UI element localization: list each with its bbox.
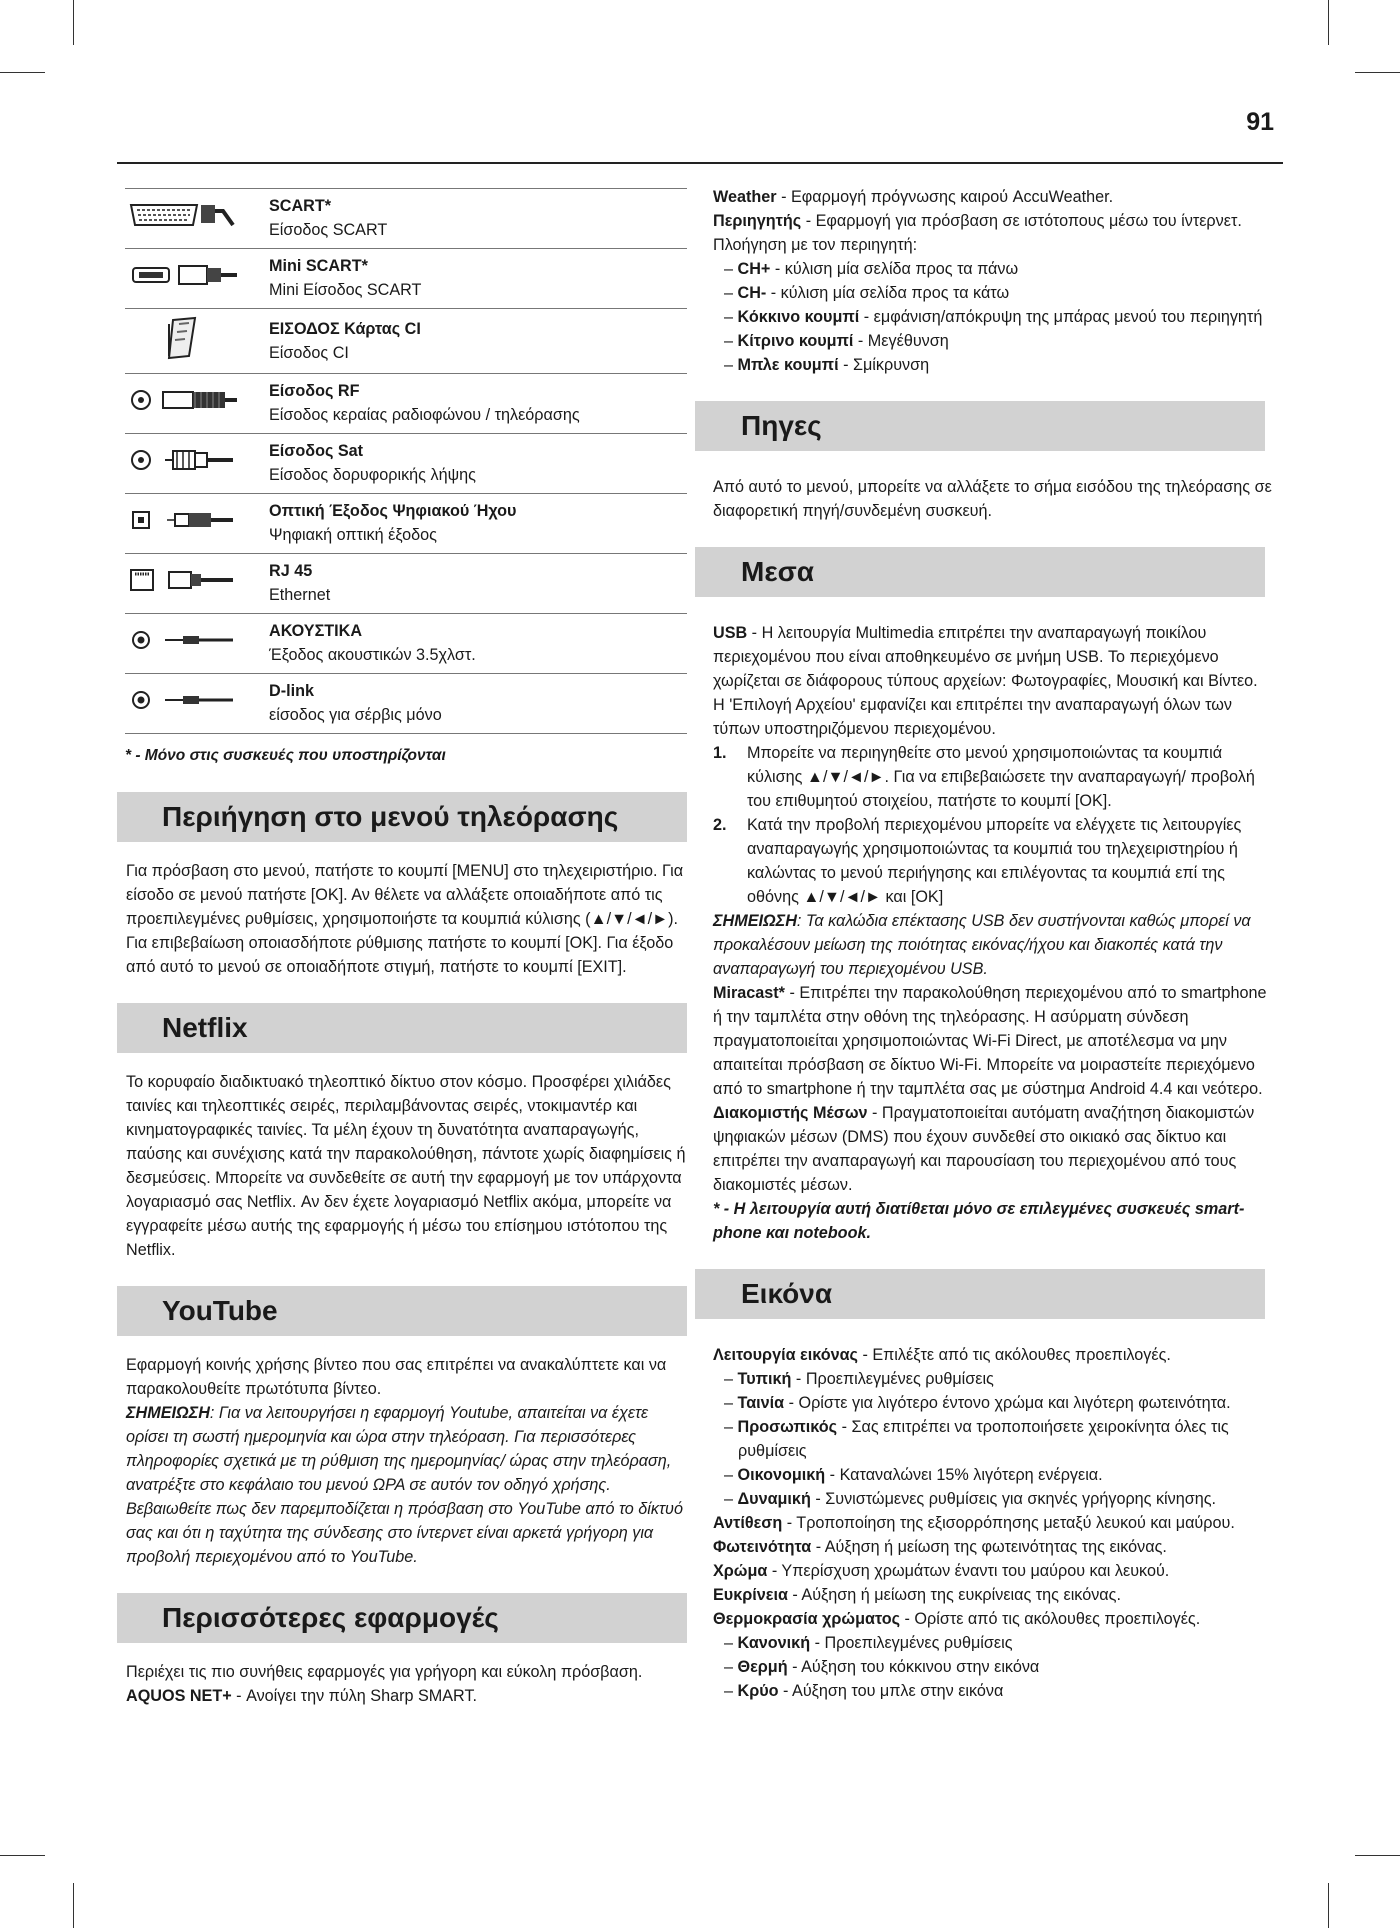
dms-label: Διακομιστής Μέσων [713, 1104, 868, 1122]
picture-section-heading: Εικόνα [695, 1269, 1265, 1319]
picture-mode-item [704, 1463, 1274, 1487]
media-step-number: 1. [713, 744, 727, 762]
media-note-text: : Τα καλώδια επέκτασης USB δεν συστήνονται καθώς μπορεί να προκαλέσουν μείωση της ποιότητας εικόνας/ήχου και διακοπές κατά την αναπαραγωγή του περιεχομένου USB. [713, 912, 1251, 978]
browser-label: Περιηγητής [713, 212, 802, 230]
weather-text: - Εφαρμογή πρόγνωσης καιρού AccuWeather. [776, 188, 1114, 206]
picture-setting-text: - Υπερίσχυση χρωμάτων έναντι του μαύρου και λευκού. [767, 1562, 1170, 1580]
connector-row [125, 614, 687, 674]
connector-desc: Είσοδος δορυφορικής λήψης [269, 466, 476, 484]
media-step-text: Μπορείτε να περιηγηθείτε στο μενού χρησιμοποιώντας τα κουμπιά κύλισης ▲/▼/◄/►. Για να επιβεβαιώσετε την αναπαραγωγή/ προβολή του επιθυμητού στοιχείου, πατήστε το κουμπί [OK]. [747, 744, 1255, 810]
connector-table [125, 188, 687, 734]
connector-row [125, 494, 687, 554]
connector-title: D-link [269, 682, 314, 700]
mini-scart-connector-icon [125, 249, 269, 309]
picture-setting-label: Ευκρίνεια [713, 1586, 788, 1604]
connector-text [269, 249, 687, 309]
connector-text [269, 554, 687, 614]
crop-mark [0, 72, 45, 73]
connector-title: ΕΙΣΟΔΟΣ Κάρτας CI [269, 319, 421, 338]
browser-nav-item [704, 281, 1274, 305]
scart-connector-icon [125, 189, 269, 249]
dms-line [704, 1101, 1274, 1197]
crop-mark [1355, 72, 1400, 73]
picture-mode-line [704, 1343, 1274, 1367]
connector-desc: είσοδος για σέρβις μόνο [269, 706, 442, 724]
youtube-section-text: Εφαρμογή κοινής χρήσης βίντεο που σας επιτρέπει να ανακαλύπτετε και να παρακολουθείτε πρωτότυπα βίντεο. [126, 1356, 667, 1398]
picture-setting [704, 1511, 1274, 1535]
picture-modes-list [704, 1367, 1274, 1511]
miracast-line [704, 981, 1274, 1101]
picture-setting-text: - Αύξηση ή μείωση της ευκρίνειας της εικόνας. [787, 1586, 1121, 1604]
media-step [704, 741, 1274, 813]
picture-mode-item-label: Δυναμική [737, 1490, 811, 1508]
usb-text: - Η λειτουργία Multimedia επιτρέπει την αναπαραγωγή ποικίλου περιεχομένου που είναι αποθηκευμένο σε μνήμη USB. Το περιεχόμενο χωρίζεται σε διάφορους τύπους αρχείων: Φωτογραφίες, Μουσική και Βίντεο. [713, 624, 1258, 690]
browser-nav-item [704, 353, 1274, 377]
crop-mark [1355, 1855, 1400, 1856]
browser-text: - Εφαρμογή για πρόσβαση σε ιστότοπους μέσω του ίντερνετ. Πλοήγηση με τον περιηγητή: [713, 212, 1242, 254]
browser-nav-item [704, 305, 1274, 329]
crop-mark [1328, 1883, 1329, 1928]
picture-mode-item-label: Οικονομική [737, 1466, 826, 1484]
picture-mode-item-label: Τυπική [737, 1370, 792, 1388]
header-rule [117, 162, 1283, 164]
color-temp-item-label: Κρύο [737, 1682, 779, 1700]
picture-mode-item-text: - Καταναλώνει 15% λιγότερη ενέργεια. [825, 1466, 1103, 1484]
more-apps-section-heading: Περισσότερες εφαρμογές [117, 1593, 687, 1643]
picture-setting [704, 1559, 1274, 1583]
media-footnote: * - Η λειτουργία αυτή διατίθεται μόνο σε επιλεγμένες συσκευές smart-phone και notebook. [713, 1200, 1245, 1242]
connectors-note: * - Μόνο στις συσκευές που υποστηρίζονται [125, 747, 446, 764]
picture-settings [704, 1511, 1274, 1631]
color-temp-item-text: - Αύξηση του μπλε στην εικόνα [778, 1682, 1004, 1700]
media-step-text: Κατά την προβολή περιεχομένου μπορείτε να ελέγχετε τις λειτουργίες αναπαραγωγής χρησιμοποιώντας τα κουμπιά του τηλεχειριστηρίου ή καλώντας το μενού περιήγησης και επιλέγοντας τα κουμπιά επί της οθόνης ▲/▼/◄/► και [OK] [747, 816, 1242, 906]
browser-nav-item [704, 257, 1274, 281]
connector-text [269, 614, 687, 674]
connector-desc: Έξοδος ακουστικών 3.5χλστ. [269, 646, 476, 664]
connector-title: SCART* [269, 197, 332, 215]
aquos-net-line [117, 1684, 687, 1708]
media-section-heading: Μεσα [695, 547, 1265, 597]
browser-list [704, 257, 1274, 377]
browser-nav-item-text: - εμφάνιση/απόκρυψη της μπάρας μενού του περιηγητή [859, 308, 1263, 326]
color-temp-item [704, 1679, 1274, 1703]
netflix-section-heading: Netflix [117, 1003, 687, 1053]
connector-row [125, 189, 687, 249]
youtube-note-text: : Για να λειτουργήσει η εφαρμογή Youtube, απαιτείται να έχετε ορίσει τη σωστή ημερομηνία και ώρα στην τηλεόραση. Για περισσότερες πληροφορίες σχετικά με τη ρύθμιση της ημερομηνίας/ ώρας στην τηλεόραση, ανατρέξτε στο κεφάλαιο του μενού ΩΡΑ σε αυτόν τον οδηγό χρήσης. Βεβαιωθείτε πως δεν παρεμποδίζεται η πρόσβαση στο YouTube από το δίκτυό σας και ότι η ταχύτητα της σύνδεσης στο ίντερνετ είναι αρκετά γρήγορη για προβολή περιεχομένου από το YouTube. [126, 1404, 683, 1566]
headphone-jack-icon [125, 614, 269, 674]
color-temp-item-label: Θερμή [737, 1658, 788, 1676]
picture-mode-item [704, 1487, 1274, 1511]
picture-setting-label: Θερμοκρασία χρώματος [713, 1610, 901, 1628]
connector-desc: Είσοδος CI [269, 343, 349, 362]
browser-nav-item-text: - κύλιση μία σελίδα προς τα κάτω [766, 284, 1010, 302]
crop-mark [0, 1855, 45, 1856]
color-temp-item [704, 1631, 1274, 1655]
connector-title: Οπτική Έξοδος Ψηφιακού Ήχου [269, 502, 517, 520]
connector-text [269, 189, 687, 249]
browser-nav-item-text: - κύλιση μία σελίδα προς τα πάνω [770, 260, 1019, 278]
connector-text [269, 309, 687, 374]
file-option-text: Η 'Επιλογή Αρχείου' εμφανίζει και επιτρέπει την αναπαραγωγή όλων των τύπων υποστηριζόμενου περιεχομένου. [713, 696, 1232, 738]
picture-setting [704, 1583, 1274, 1607]
youtube-note [117, 1401, 687, 1569]
connector-row [125, 309, 687, 374]
connector-text [269, 494, 687, 554]
connector-title: Είσοδος RF [269, 382, 360, 400]
browser-nav-item-label: Μπλε κουμπί [737, 356, 839, 374]
youtube-note-label: ΣΗΜΕΙΩΣΗ [126, 1404, 210, 1422]
optical-connector-icon [125, 494, 269, 554]
media-steps [704, 741, 1274, 909]
browser-nav-item-label: CH- [737, 284, 767, 302]
crop-mark [73, 1883, 74, 1928]
more-apps-section-text: Περιέχει τις πιο συνήθεις εφαρμογές για γρήγορη και εύκολη πρόσβαση. [126, 1663, 643, 1681]
sources-section-text: Από αυτό το μενού, μπορείτε να αλλάξετε το σήμα εισόδου της τηλεόρασης σε διαφορετική πηγή/συνδεμένη συσκευή. [713, 478, 1272, 520]
color-temp-item-text: - Προεπιλεγμένες ρυθμίσεις [810, 1634, 1013, 1652]
browser-nav-item-label: CH+ [737, 260, 771, 278]
ci-card-icon [125, 309, 269, 374]
browser-nav-item-text: - Σμίκρυνση [838, 356, 930, 374]
picture-mode-item-text: - Σας επιτρέπει να τροποποιήσετε χειροκίνητα όλες τις ρυθμίσεις [738, 1418, 1229, 1460]
dlink-jack-icon [125, 674, 269, 734]
connector-title: Mini SCART* [269, 257, 368, 275]
connector-desc: Mini Είσοδος SCART [269, 281, 422, 299]
connector-title: RJ 45 [269, 562, 313, 580]
dms-text: - Πραγματοποιείται αυτόματη αναζήτηση διακομιστών ψηφιακών μέσων (DMS) που έχουν συνδεθεί στο οικιακό σας δίκτυο και επιτρέπει την αναπαραγωγή και παρουσίαση του περιεχομένου από τους διακομιστές μέσων. [713, 1104, 1255, 1194]
youtube-section-heading: YouTube [117, 1286, 687, 1336]
weather-line [704, 185, 1274, 209]
media-note-label: ΣΗΜΕΙΩΣΗ [713, 912, 797, 930]
connector-title: Είσοδος Sat [269, 442, 364, 460]
connector-desc: Ethernet [269, 586, 331, 604]
rj45-connector-icon [125, 554, 269, 614]
connector-row [125, 249, 687, 309]
picture-setting-label: Φωτεινότητα [713, 1538, 812, 1556]
browser-nav-item-label: Κίτρινο κουμπί [737, 332, 854, 350]
picture-mode-item [704, 1367, 1274, 1391]
media-step [704, 813, 1274, 909]
connector-desc: Είσοδος κεραίας ραδιοφώνου / τηλεόρασης [269, 406, 580, 424]
sources-section-heading: Πηγες [695, 401, 1265, 451]
browser-nav-item-text: - Μεγέθυνση [853, 332, 949, 350]
crop-mark [1328, 0, 1329, 45]
connector-text [269, 674, 687, 734]
media-note [704, 909, 1274, 981]
picture-mode-item-text: - Προεπιλεγμένες ρυθμίσεις [791, 1370, 994, 1388]
left-column [117, 188, 687, 1708]
picture-mode-item-label: Προσωπικός [737, 1418, 838, 1436]
picture-setting-label: Αντίθεση [713, 1514, 783, 1532]
menu-section-text: Για πρόσβαση στο μενού, πατήστε το κουμπί [MENU] στο τηλεχειριστήριο. Για είσοδο σε μενού πατήστε [OK]. Αν θέλετε να αλλάξετε οποιαδήποτε από τις προεπιλεγμένες ρυθμίσεις, χρησιμοποιήστε τα κουμπιά κύλισης (▲/▼/◄/►). Για επιβεβαίωση οποιασδήποτε ρύθμισης πατήστε το κουμπί [OK]. Για έξοδο από αυτό το μενού σε οποιαδήποτε στιγμή, πατήστε το κουμπί [EXIT]. [126, 862, 684, 976]
usb-line [704, 621, 1274, 693]
miracast-text: - Επιτρέπει την παρακολούθηση περιεχομένου από το smartphone ή την ταμπλέτα στην οθόνη της τηλεόρασης. Η ασύρματη σύνδεση πραγματοποιείται χρησιμοποιώντας Wi-Fi Direct, με αποτέλεσμα να μην απαιτείται πρόσβαση σε δίκτυο Wi-Fi. Μπορείτε να μοιραστείτε περιεχόμενο από το smartphone ή την ταμπλέτα σας με σύστημα Android 4.4 και νεότερο. [713, 984, 1267, 1098]
picture-setting-text: - Αύξηση ή μείωση της φωτεινότητας της εικόνας. [811, 1538, 1167, 1556]
picture-mode-item-text: - Ορίστε για λιγότερο έντονο χρώμα και λιγότερη φωτεινότητα. [784, 1394, 1231, 1412]
usb-label: USB [713, 624, 748, 642]
browser-nav-item [704, 329, 1274, 353]
right-column [704, 185, 1274, 1703]
sat-connector-icon [125, 434, 269, 494]
picture-setting [704, 1535, 1274, 1559]
connector-text [269, 434, 687, 494]
page-number: 91 [1246, 108, 1274, 136]
picture-mode-item-text: - Συνιστώμενες ρυθμίσεις για σκηνές γρήγορης κίνησης. [810, 1490, 1217, 1508]
color-temp-item-text: - Αύξηση του κόκκινου στην εικόνα [787, 1658, 1040, 1676]
connector-row [125, 374, 687, 434]
connector-desc: Είσοδος SCART [269, 221, 388, 239]
aquos-net-text: - Ανοίγει την πύλη Sharp SMART. [231, 1687, 478, 1705]
color-temp-item-label: Κανονική [737, 1634, 811, 1652]
miracast-label: Miracast* [713, 984, 785, 1002]
picture-mode-label: Λειτουργία εικόνας [713, 1346, 858, 1364]
picture-mode-item-label: Ταινία [737, 1394, 785, 1412]
picture-setting [704, 1607, 1274, 1631]
aquos-net-label: AQUOS NET+ [126, 1687, 232, 1705]
browser-line [704, 209, 1274, 257]
netflix-section-text: Το κορυφαίο διαδικτυακό τηλεοπτικό δίκτυο στον κόσμο. Προσφέρει χιλιάδες ταινίες και τηλεοπτικές σειρές, περιλαμβάνοντας σειρές, ντοκιμαντέρ και κινηματογραφικές ταινίες. Τα μέλη έχουν τη δυνατότητα αναπαραγωγής, παύσης και συνέχισης κατά την παρακολούθηση, πάντοτε χωρίς διαφημίσεις ή δεσμεύσεις. Μπορείτε να συνδεθείτε σε αυτή την εφαρμογή με τον υπάρχοντα λογαριασμό σας Netflix. Αν δεν έχετε λογαριασμό Netflix ακόμα, μπορείτε να εγγραφείτε μέσω αυτής της εφαρμογής ή μέσω του επίσημου ιστότοπου της Netflix. [126, 1073, 686, 1259]
connector-desc: Ψηφιακή οπτική έξοδος [269, 526, 437, 544]
picture-setting-text: - Τροποποίηση της εξισορρόπησης μεταξύ λευκού και μαύρου. [782, 1514, 1235, 1532]
connector-row [125, 674, 687, 734]
picture-mode-item [704, 1391, 1274, 1415]
picture-mode-text: - Επιλέξτε από τις ακόλουθες προεπιλογές. [857, 1346, 1171, 1364]
color-temp-item [704, 1655, 1274, 1679]
connector-title: ΑΚΟΥΣΤΙΚΑ [269, 622, 363, 640]
media-step-number: 2. [713, 816, 727, 834]
connector-row [125, 434, 687, 494]
weather-label: Weather [713, 188, 777, 206]
color-temp-list [704, 1631, 1274, 1703]
connector-text [269, 374, 687, 434]
menu-section-heading: Περιήγηση στο μενού τηλεόρασης [117, 792, 687, 842]
picture-setting-text: - Ορίστε από τις ακόλουθες προεπιλογές. [900, 1610, 1201, 1628]
rf-connector-icon [125, 374, 269, 434]
connector-row [125, 554, 687, 614]
picture-setting-label: Χρώμα [713, 1562, 768, 1580]
crop-mark [73, 0, 74, 45]
browser-nav-item-label: Κόκκινο κουμπί [737, 308, 860, 326]
picture-mode-item [704, 1415, 1274, 1463]
